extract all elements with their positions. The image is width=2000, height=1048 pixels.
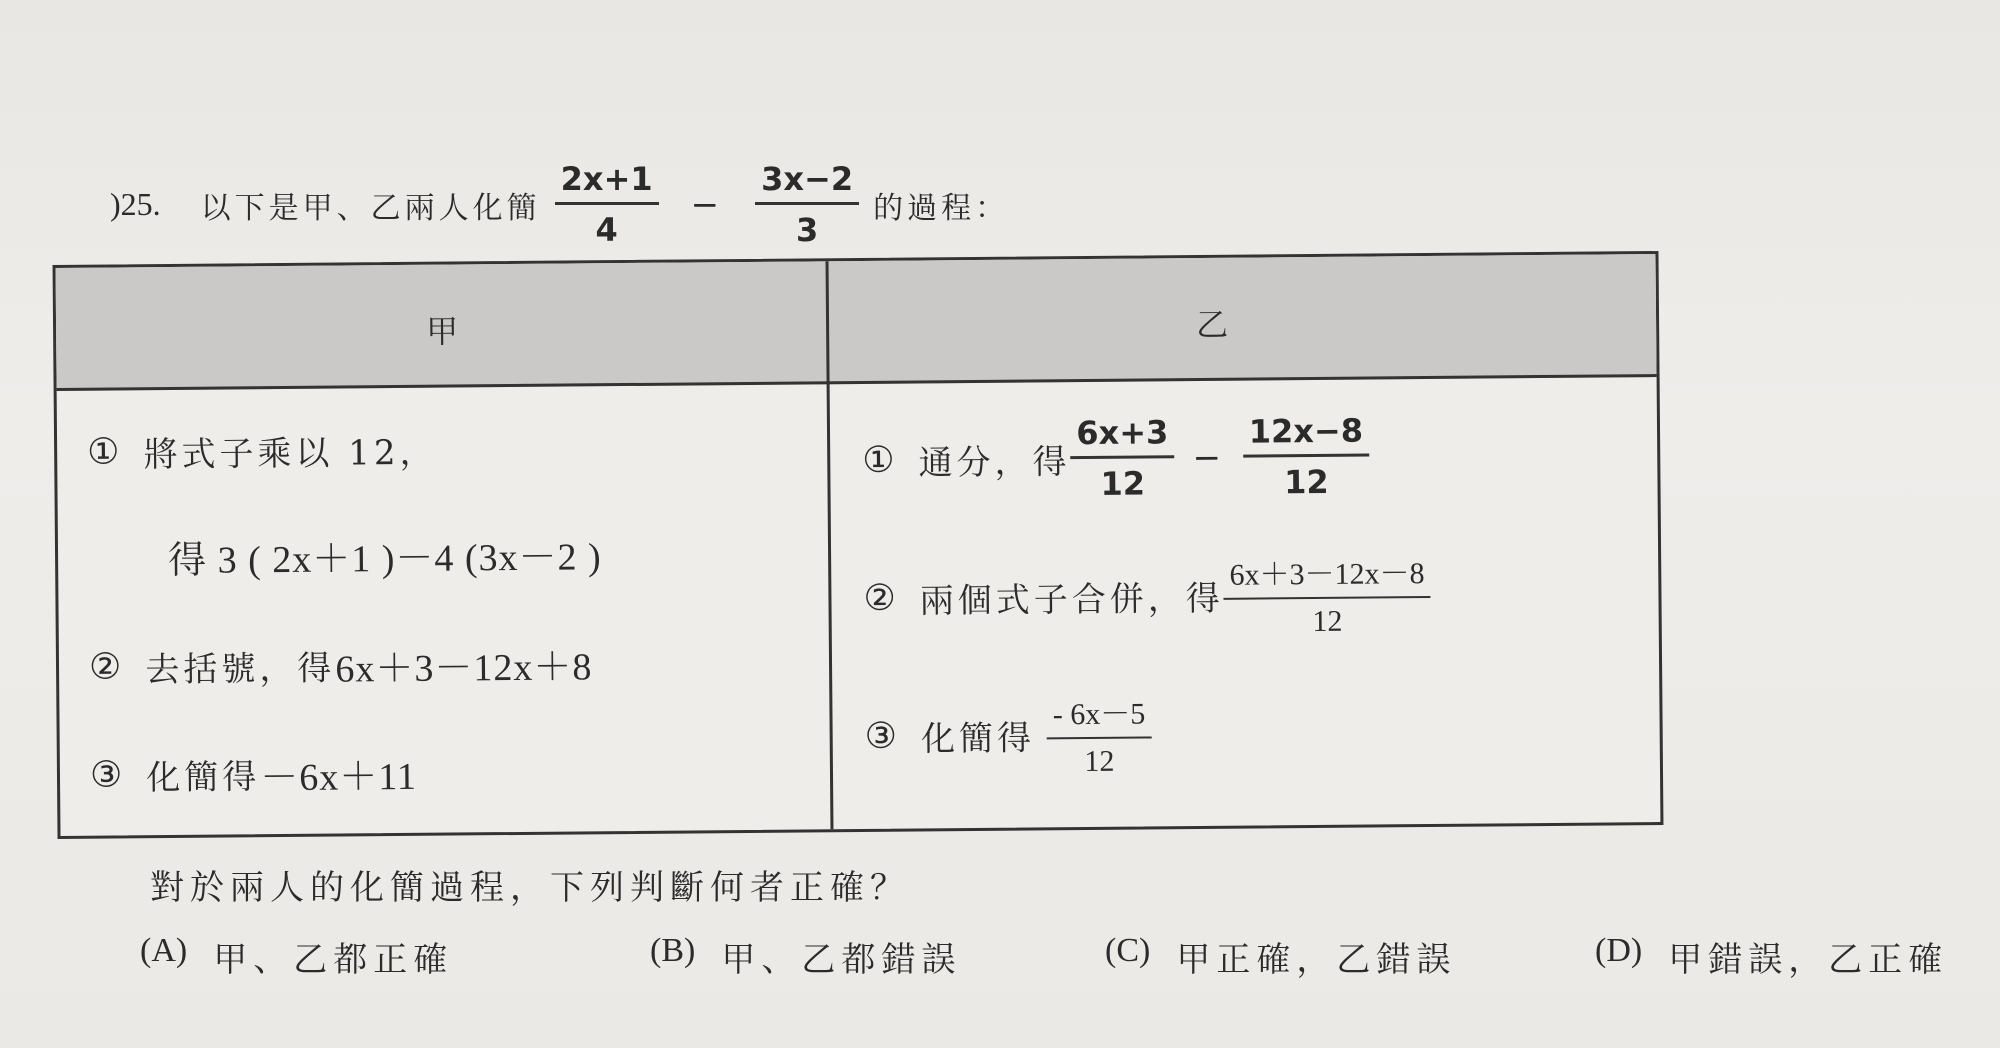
question-prefix: 以下是甲、乙兩人化簡 [200, 190, 541, 226]
a-step-3-label: 化簡得 [146, 757, 261, 799]
b-step-3 [864, 688, 1152, 780]
fraction-2-numerator: 3x−2 [755, 160, 859, 205]
option-a[interactable] [140, 932, 650, 981]
question-stem [110, 160, 1009, 249]
option-c-text: 甲正確，乙錯誤 [1176, 940, 1457, 980]
b-step-1-label: 通分，得 [918, 442, 1071, 484]
table-header-row [56, 254, 1657, 391]
a-step-2-expression: 6x＋3－12x＋8 [335, 646, 593, 691]
minus-sign: − [690, 184, 724, 225]
option-d[interactable] [1595, 932, 1948, 981]
a-step-1-marker: ① [86, 431, 120, 473]
question-prompt: 對於兩人的化簡過程，下列判斷何者正確？ [150, 868, 910, 908]
b-step-3-fraction-numerator: - 6x－5 [1047, 688, 1152, 739]
b-step-2-fraction-numerator: 6x＋3－12x－8 [1223, 548, 1430, 600]
option-d-label: (D) [1595, 932, 1643, 969]
b-step-1-fraction-1-denominator: 12 [1100, 464, 1146, 503]
b-step-1-fraction-2-denominator: 12 [1283, 462, 1329, 502]
b-step-1 [862, 412, 1370, 505]
a-step-3 [90, 745, 417, 803]
option-b[interactable] [650, 932, 1105, 981]
b-step-3-fraction [1047, 688, 1152, 779]
option-c-label: (C) [1105, 932, 1151, 969]
b-step-2-marker: ② [863, 577, 896, 619]
b-step-1-minus: − [1192, 437, 1226, 478]
fraction-2-denominator: 3 [796, 211, 819, 249]
column-header-a: 甲 [425, 312, 459, 351]
answer-options [140, 932, 2000, 981]
b-step-2 [863, 548, 1431, 643]
comparison-table [53, 251, 1664, 839]
b-step-3-marker: ③ [864, 715, 898, 757]
fraction-1-numerator: 2x+1 [555, 160, 659, 205]
a-step-1 [87, 425, 438, 477]
b-step-2-fraction-denominator: 12 [1312, 604, 1343, 639]
b-step-1-fraction-2 [1243, 412, 1370, 502]
option-b-label: (B) [650, 932, 696, 969]
a-step-3-marker: ③ [89, 754, 123, 796]
a-step-3-expression: －6x＋11 [260, 755, 418, 800]
option-a-text: 甲、乙都正確 [213, 940, 454, 980]
b-step-2-fraction [1223, 548, 1431, 640]
a-step-1-result: 得 3 ( 2x＋1 )－4 (3x－2 ) [167, 536, 602, 583]
b-step-1-marker: ① [862, 439, 895, 481]
b-step-1-fraction-1-numerator: 6x+3 [1070, 413, 1174, 459]
question-number: )25. [110, 186, 161, 222]
option-d-text: 甲錯誤，乙正確 [1668, 940, 1949, 980]
option-a-label: (A) [140, 932, 188, 969]
question-suffix: 的過程： [873, 190, 1010, 226]
column-header-b: 乙 [1195, 305, 1229, 345]
b-step-1-fraction-2-numerator: 12x−8 [1243, 412, 1370, 458]
a-step-2-marker: ② [88, 646, 122, 688]
fraction-2 [755, 160, 859, 249]
b-step-2-label: 兩個式子合併，得 [919, 578, 1224, 621]
b-step-1-fraction-1 [1070, 413, 1175, 503]
b-step-3-label: 化簡得 [920, 717, 1036, 759]
a-step-2 [89, 635, 593, 694]
a-step-1-text: 將式子乘以 12， [143, 432, 438, 476]
b-step-3-fraction-denominator: 12 [1084, 744, 1115, 779]
option-c[interactable] [1105, 932, 1595, 981]
a-step-2-label: 去括號，得 [145, 648, 336, 691]
fraction-1 [555, 160, 659, 249]
fraction-1-denominator: 4 [595, 211, 618, 249]
option-b-text: 甲、乙都錯誤 [721, 940, 962, 980]
